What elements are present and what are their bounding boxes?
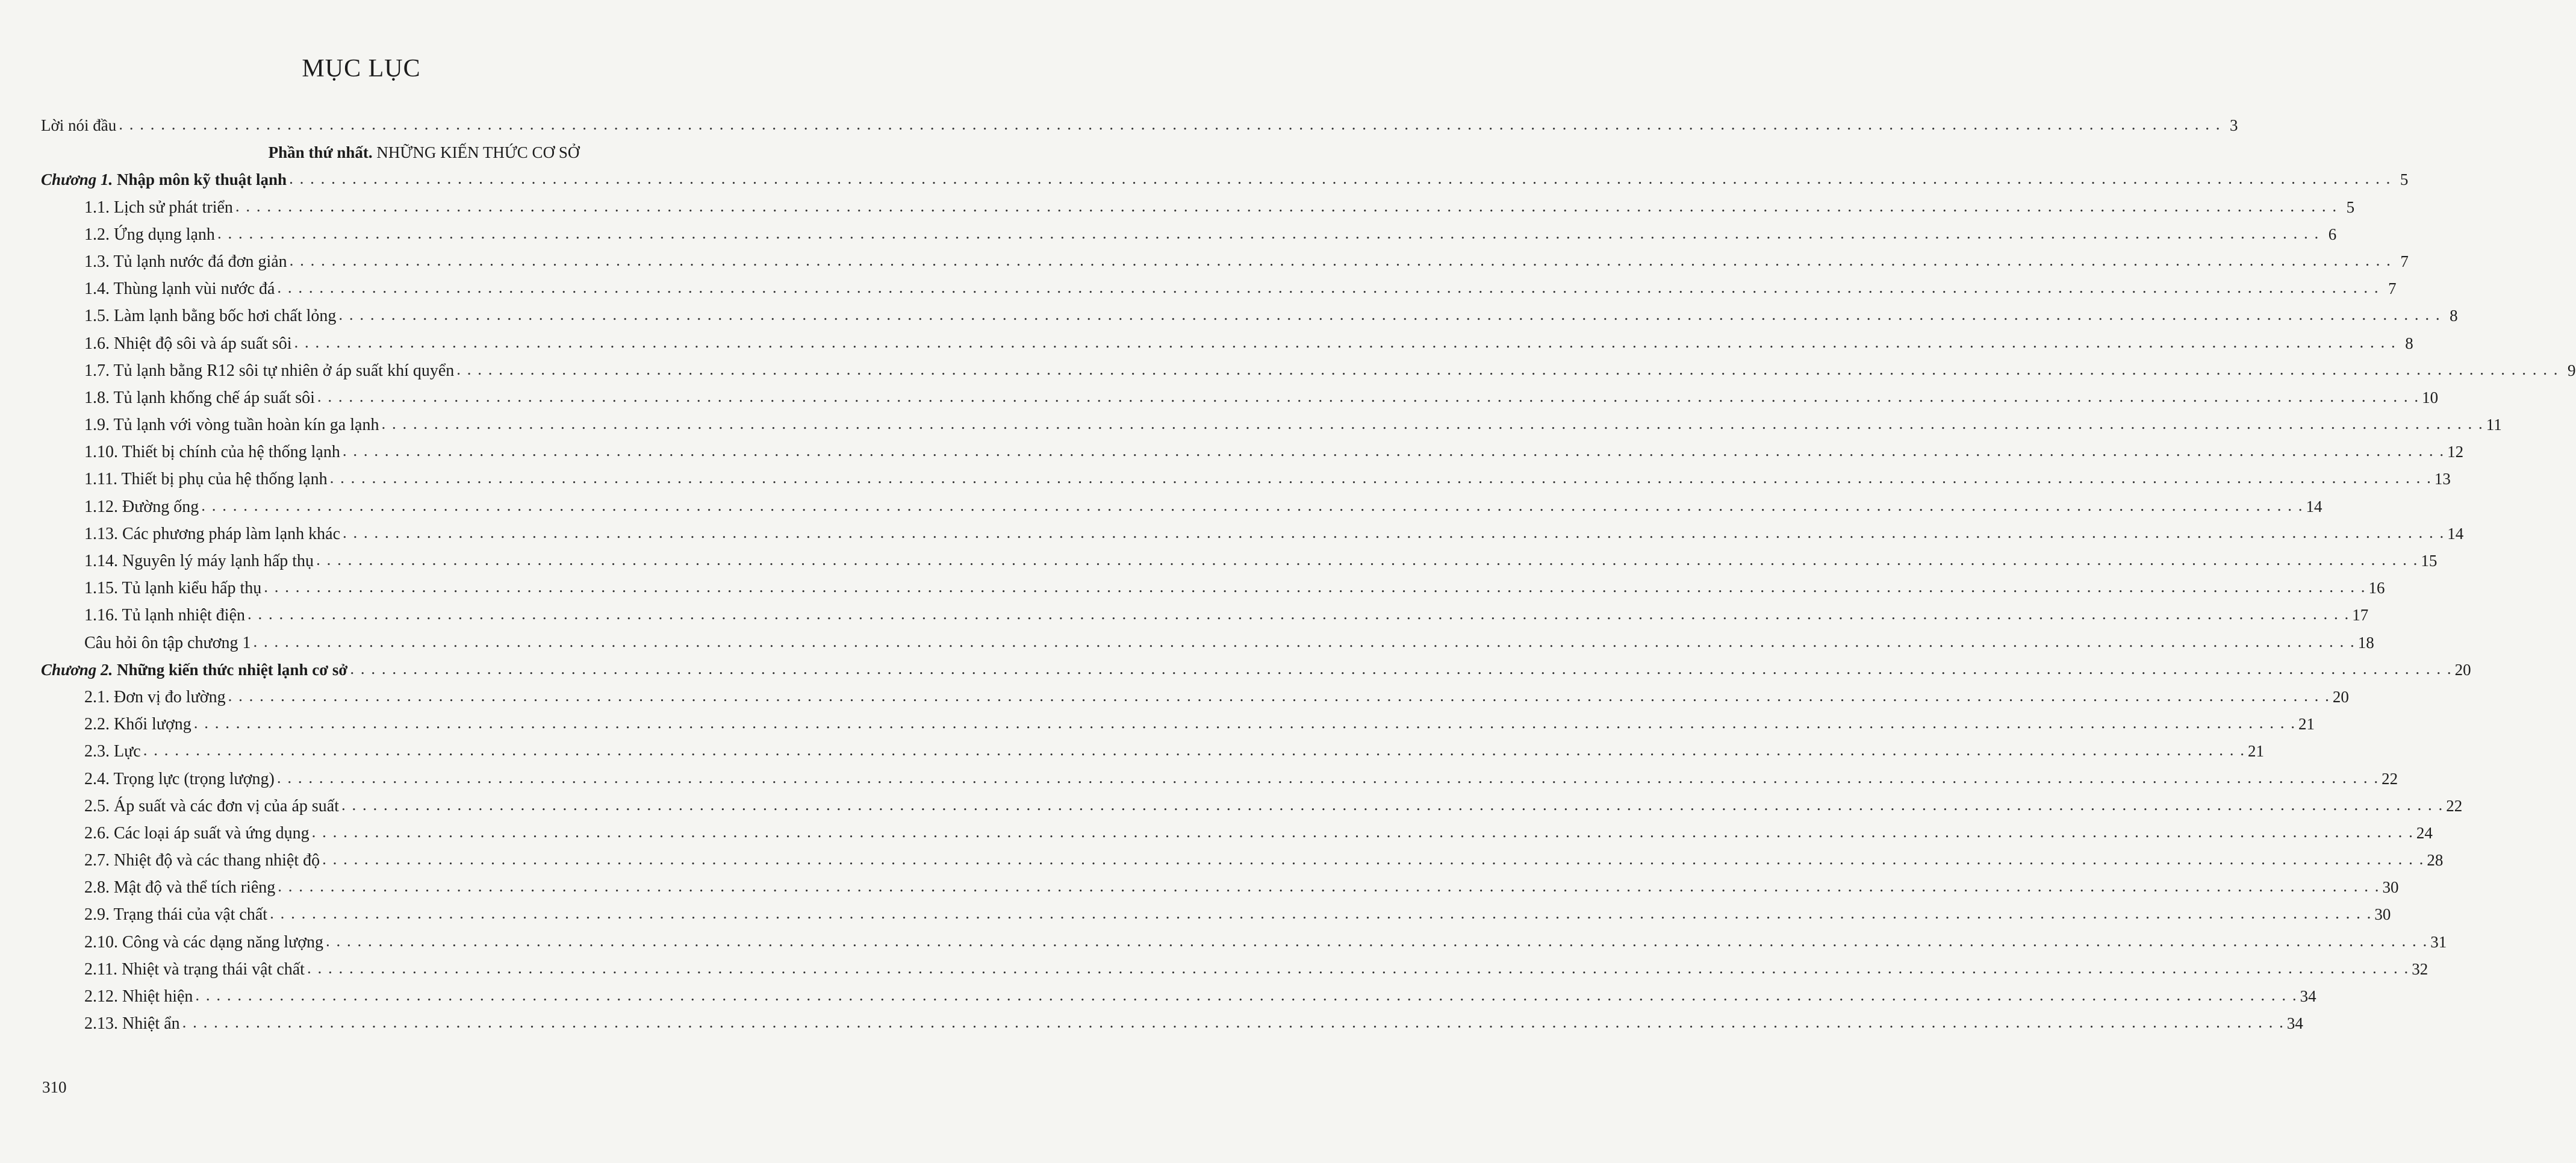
- dot-leader: . . . . . . . . . . . . . . . . . . . . . . . . . . . . . . . . . . . . . . . . . . . . . . . . . . . . . . . . . . . . . . . . . . . . . . . . . . . . . . . . . . . . . . . . . . . . . . . . . . . . . . . . . . . . . . . . . . . . . . . . . . . . . . . . . . . . . . . . . . . . . . . . . . . . . . . . . . . . . . . . . . . . . . . . . . . . . . . . . . . . . . . . . . . . . . . . . . . . . . . .: [342, 441, 2445, 460]
- dot-leader: . . . . . . . . . . . . . . . . . . . . . . . . . . . . . . . . . . . . . . . . . . . . . . . . . . . . . . . . . . . . . . . . . . . . . . . . . . . . . . . . . . . . . . . . . . . . . . . . . . . . . . . . . . . . . . . . . . . . . . . . . . . . . . . . . . . . . . . . . . . . . . . . . . . . . . . . . . . . . . . . . . . . . . . . . . . . . . . . . . . . . . . . . . . . . . . . . . . . . . . .: [270, 904, 2372, 923]
- toc-entry-label: 2.7. Nhiệt độ và các thang nhiệt độ: [84, 851, 320, 870]
- toc-entry-page: 6: [2328, 225, 2337, 243]
- toc-entry-label: 1.6. Nhiệt độ sôi và áp suất sôi: [84, 334, 292, 353]
- page-number: 310: [42, 1078, 67, 1096]
- toc-entry: [41, 360, 2576, 388]
- dot-leader: . . . . . . . . . . . . . . . . . . . . . . . . . . . . . . . . . . . . . . . . . . . . . . . . . . . . . . . . . . . . . . . . . . . . . . . . . . . . . . . . . . . . . . . . . . . . . . . . . . . . . . . . . . . . . . . . . . . . . . . . . . . . . . . . . . . . . . . . . . . . . . . . . . . . . . . . . . . . . . . . . . . . . . . . . . . . . . . . . . . . . . . . . . . . . . . . . . . . . . . .: [276, 768, 2380, 787]
- dot-leader: . . . . . . . . . . . . . . . . . . . . . . . . . . . . . . . . . . . . . . . . . . . . . . . . . . . . . . . . . . . . . . . . . . . . . . . . . . . . . . . . . . . . . . . . . . . . . . . . . . . . . . . . . . . . . . . . . . . . . . . . . . . . . . . . . . . . . . . . . . . . . . . . . . . . . . . . . . . . . . . . . . . . . . . . . . . . . . . . . . . . . . . . . . . . . . . . . . . . . . . .: [119, 115, 2221, 133]
- toc-entry: [41, 958, 2428, 987]
- toc-entry-label: 2.12. Nhiệt hiện: [84, 987, 193, 1006]
- toc-entry-label: 1.16. Tủ lạnh nhiệt điện: [84, 606, 245, 625]
- toc-entry-page: 34: [2286, 1014, 2303, 1033]
- toc-entry-label: Lời nói đầu: [41, 116, 117, 134]
- toc-entry: [41, 605, 2369, 633]
- dot-leader: . . . . . . . . . . . . . . . . . . . . . . . . . . . . . . . . . . . . . . . . . . . . . . . . . . . . . . . . . . . . . . . . . . . . . . . . . . . . . . . . . . . . . . . . . . . . . . . . . . . . . . . . . . . . . . . . . . . . . . . . . . . . . . . . . . . . . . . . . . . . . . . . . . . . . . . . . . . . . . . . . . . . . . . . . . . . . . . . . . . . . . . . . . . . . . . . . . . . . . . .: [182, 1013, 2285, 1032]
- toc-entry-page: 12: [2447, 443, 2464, 461]
- dot-leader: . . . . . . . . . . . . . . . . . . . . . . . . . . . . . . . . . . . . . . . . . . . . . . . . . . . . . . . . . . . . . . . . . . . . . . . . . . . . . . . . . . . . . . . . . . . . . . . . . . . . . . . . . . . . . . . . . . . . . . . . . . . . . . . . . . . . . . . . . . . . . . . . . . . . . . . . . . . . . . . . . . . . . . . . . . . . . . . . . . . . . . . . . . . . . . . . . . . . . . . .: [322, 850, 2425, 868]
- toc-entry-page: 20: [2332, 687, 2349, 706]
- toc-entry-label: 2.2. Khối lượng: [84, 715, 191, 734]
- toc-entry: [41, 496, 2322, 525]
- dot-leader: . . . . . . . . . . . . . . . . . . . . . . . . . . . . . . . . . . . . . . . . . . . . . . . . . . . . . . . . . . . . . . . . . . . . . . . . . . . . . . . . . . . . . . . . . . . . . . . . . . . . . . . . . . . . . . . . . . . . . . . . . . . . . . . . . . . . . . . . . . . . . . . . . . . . . . . . . . . . . . . . . . . . . . . . . . . . . . . . . . . . . . . . . . . . . . . . . . . . . . . .: [253, 632, 2356, 650]
- toc-entry-page: 7: [2400, 252, 2409, 270]
- part-heading: [41, 143, 698, 170]
- toc-entry-label: 1.4. Thùng lạnh vùi nước đá: [84, 279, 275, 299]
- toc-entry-page: 8: [2405, 334, 2413, 352]
- toc-entry-label: 1.15. Tủ lạnh kiểu hấp thụ: [84, 579, 262, 598]
- toc-entry-page: 17: [2352, 606, 2369, 625]
- dot-leader: . . . . . . . . . . . . . . . . . . . . . . . . . . . . . . . . . . . . . . . . . . . . . . . . . . . . . . . . . . . . . . . . . . . . . . . . . . . . . . . . . . . . . . . . . . . . . . . . . . . . . . . . . . . . . . . . . . . . . . . . . . . . . . . . . . . . . . . . . . . . . . . . . . . . . . . . . . . . . . . . . . . . . . . . . . . . . . . . . . . . . . . . . . . . . . . . . . . . . . . .: [316, 550, 2419, 569]
- toc-entry-preface: [41, 115, 2238, 143]
- toc-entry-label: 2.1. Đơn vị đo lường: [84, 687, 226, 706]
- dot-leader: . . . . . . . . . . . . . . . . . . . . . . . . . . . . . . . . . . . . . . . . . . . . . . . . . . . . . . . . . . . . . . . . . . . . . . . . . . . . . . . . . . . . . . . . . . . . . . . . . . . . . . . . . . . . . . . . . . . . . . . . . . . . . . . . . . . . . . . . . . . . . . . . . . . . . . . . . . . . . . . . . . . . . . . . . . . . . . . . . . . . . . . . . . . . . . . . . . . . . . . .: [277, 278, 2380, 297]
- toc-entry-label: 2.8. Mật độ và thể tích riêng: [84, 878, 276, 897]
- toc-entry-page: 7: [2388, 279, 2397, 298]
- toc-entry-page: 31: [2430, 932, 2447, 951]
- toc-entry-page: 34: [2300, 987, 2316, 1005]
- toc-entry-label: 1.3. Tủ lạnh nước đá đơn giản: [84, 252, 287, 271]
- toc-entry: [41, 414, 2502, 443]
- toc-entry: [41, 550, 2438, 579]
- toc-entry: [41, 632, 2374, 661]
- part-title: NHỮNG KIẾN THỨC CƠ SỞ: [376, 143, 580, 162]
- toc-entry: [41, 931, 2447, 960]
- toc-entry-label: 2.4. Trọng lực (trọng lượng): [84, 769, 275, 788]
- dot-leader: . . . . . . . . . . . . . . . . . . . . . . . . . . . . . . . . . . . . . . . . . . . . . . . . . . . . . . . . . . . . . . . . . . . . . . . . . . . . . . . . . . . . . . . . . . . . . . . . . . . . . . . . . . . . . . . . . . . . . . . . . . . . . . . . . . . . . . . . . . . . . . . . . . . . . . . . . . . . . . . . . . . . . . . . . . . . . . . . . . . . . . . . . . . . . . . . . . . . . . . .: [306, 958, 2410, 977]
- toc-chapter-1: [41, 169, 2409, 198]
- toc-entry: [41, 904, 2391, 932]
- toc-entry-page: 5: [2400, 170, 2409, 189]
- dot-leader: . . . . . . . . . . . . . . . . . . . . . . . . . . . . . . . . . . . . . . . . . . . . . . . . . . . . . . . . . . . . . . . . . . . . . . . . . . . . . . . . . . . . . . . . . . . . . . . . . . . . . . . . . . . . . . . . . . . . . . . . . . . . . . . . . . . . . . . . . . . . . . . . . . . . . . . . . . . . . . . . . . . . . . . . . . . . . . . . . . . . . . . . . . . . . . . . . . . . . . . .: [289, 169, 2392, 188]
- toc-entry-label: 2.3. Lực: [84, 742, 141, 761]
- dot-leader: . . . . . . . . . . . . . . . . . . . . . . . . . . . . . . . . . . . . . . . . . . . . . . . . . . . . . . . . . . . . . . . . . . . . . . . . . . . . . . . . . . . . . . . . . . . . . . . . . . . . . . . . . . . . . . . . . . . . . . . . . . . . . . . . . . . . . . . . . . . . . . . . . . . . . . . . . . . . . . . . . . . . . . . . . . . . . . . . . . . . . . . . . . . . . . . . . . . . . . . .: [201, 496, 2304, 514]
- toc-entry-label: 1.14. Nguyên lý máy lạnh hấp thụ: [84, 552, 314, 570]
- toc-entry: [41, 196, 2355, 225]
- toc-entry-page: 18: [2357, 633, 2374, 652]
- toc-entry-page: 5: [2346, 198, 2355, 216]
- toc-entry-page: 21: [2298, 715, 2315, 734]
- toc-entry-page: 30: [2374, 905, 2391, 924]
- toc-entry: [41, 469, 2451, 497]
- dot-leader: . . . . . . . . . . . . . . . . . . . . . . . . . . . . . . . . . . . . . . . . . . . . . . . . . . . . . . . . . . . . . . . . . . . . . . . . . . . . . . . . . . . . . . . . . . . . . . . . . . . . . . . . . . . . . . . . . . . . . . . . . . . . . . . . . . . . . . . . . . . . . . . . . . . . . . . . . . . . . . . . . . . . . . . . . . . . . . . . . . . . . . . . . . . . . . . . . . . . . . . .: [341, 795, 2444, 814]
- toc-entry: [41, 877, 2399, 905]
- dot-leader: . . . . . . . . . . . . . . . . . . . . . . . . . . . . . . . . . . . . . . . . . . . . . . . . . . . . . . . . . . . . . . . . . . . . . . . . . . . . . . . . . . . . . . . . . . . . . . . . . . . . . . . . . . . . . . . . . . . . . . . . . . . . . . . . . . . . . . . . . . . . . . . . . . . . . . . . . . . . . . . . . . . . . . . . . . . . . . . . . . . . . . . . . . . . . . . . . . . . . . . .: [235, 196, 2338, 215]
- toc-entry: [41, 714, 2315, 742]
- chapter-title: Nhập môn kỹ thuật lạnh: [116, 170, 287, 189]
- part-prefix: Phần thứ nhất.: [268, 143, 373, 162]
- dot-leader: . . . . . . . . . . . . . . . . . . . . . . . . . . . . . . . . . . . . . . . . . . . . . . . . . . . . . . . . . . . . . . . . . . . . . . . . . . . . . . . . . . . . . . . . . . . . . . . . . . . . . . . . . . . . . . . . . . . . . . . . . . . . . . . . . . . . . . . . . . . . . . . . . . . . . . . . . . . . . . . . . . . . . . . . . . . . . . . . . . . . . . . . . . . . . . . . . . . . . . . .: [217, 223, 2320, 242]
- toc-entry-label: 1.5. Làm lạnh bằng bốc hơi chất lỏng: [84, 307, 337, 326]
- chapter-title: Những kiến thức nhiệt lạnh cơ sở: [116, 660, 348, 679]
- toc-entry: [41, 850, 2444, 878]
- toc-entry-page: 21: [2247, 742, 2264, 761]
- toc-entry-label: Câu hỏi ôn tập chương 1: [84, 633, 251, 652]
- dot-leader: . . . . . . . . . . . . . . . . . . . . . . . . . . . . . . . . . . . . . . . . . . . . . . . . . . . . . . . . . . . . . . . . . . . . . . . . . . . . . . . . . . . . . . . . . . . . . . . . . . . . . . . . . . . . . . . . . . . . . . . . . . . . . . . . . . . . . . . . . . . . . . . . . . . . . . . . . . . . . . . . . . . . . . . . . . . . . . . . . . . . . . . . . . . . . . . . . . . . . . . .: [350, 659, 2453, 678]
- toc-entry-label: 1.13. Các phương pháp làm lạnh khác: [84, 524, 340, 543]
- toc-entry-label: 1.1. Lịch sử phát triển: [84, 198, 233, 217]
- toc-entry: [41, 986, 2316, 1014]
- toc-entry-page: 13: [2434, 470, 2451, 488]
- chapter-label: Chương 2.: [41, 660, 113, 679]
- toc-entry: [41, 305, 2458, 334]
- toc-entry-page: 10: [2422, 388, 2439, 407]
- toc-entry-label: 2.11. Nhiệt và trạng thái vật chất: [84, 959, 305, 979]
- toc-entry: [41, 223, 2337, 252]
- toc-entry-page: 30: [2382, 878, 2399, 897]
- dot-leader: . . . . . . . . . . . . . . . . . . . . . . . . . . . . . . . . . . . . . . . . . . . . . . . . . . . . . . . . . . . . . . . . . . . . . . . . . . . . . . . . . . . . . . . . . . . . . . . . . . . . . . . . . . . . . . . . . . . . . . . . . . . . . . . . . . . . . . . . . . . . . . . . . . . . . . . . . . . . . . . . . . . . . . . . . . . . . . . . . . . . . . . . . . . . . . . . . . . . . . . .: [289, 251, 2392, 269]
- toc-entry-label: 2.5. Áp suất và các đơn vị của áp suất: [84, 796, 340, 815]
- toc-entry-page: 15: [2421, 552, 2438, 570]
- toc-entry: [41, 795, 2463, 824]
- toc-entry-label: 1.9. Tủ lạnh với vòng tuần hoàn kín ga lạnh: [84, 416, 379, 435]
- toc-entry: [41, 822, 2433, 851]
- toc-entry: [41, 278, 2397, 307]
- dot-leader: . . . . . . . . . . . . . . . . . . . . . . . . . . . . . . . . . . . . . . . . . . . . . . . . . . . . . . . . . . . . . . . . . . . . . . . . . . . . . . . . . . . . . . . . . . . . . . . . . . . . . . . . . . . . . . . . . . . . . . . . . . . . . . . . . . . . . . . . . . . . . . . . . . . . . . . . . . . . . . . . . . . . . . . . . . . . . . . . . . . . . . . . . . . . . . . . . . . . . . . .: [326, 931, 2428, 950]
- dot-leader: . . . . . . . . . . . . . . . . . . . . . . . . . . . . . . . . . . . . . . . . . . . . . . . . . . . . . . . . . . . . . . . . . . . . . . . . . . . . . . . . . . . . . . . . . . . . . . . . . . . . . . . . . . . . . . . . . . . . . . . . . . . . . . . . . . . . . . . . . . . . . . . . . . . . . . . . . . . . . . . . . . . . . . . . . . . . . . . . . . . . . . . . . . . . . . . . . . . . . . . .: [278, 877, 2380, 896]
- toc-entry-page: 16: [2368, 579, 2385, 597]
- toc-entry-label: 1.11. Thiết bị phụ của hệ thống lạnh: [84, 470, 328, 489]
- toc-entry-label: 2.6. Các loại áp suất và ứng dụng: [84, 823, 310, 843]
- toc-entry-page: 9: [2568, 361, 2576, 379]
- dot-leader: . . . . . . . . . . . . . . . . . . . . . . . . . . . . . . . . . . . . . . . . . . . . . . . . . . . . . . . . . . . . . . . . . . . . . . . . . . . . . . . . . . . . . . . . . . . . . . . . . . . . . . . . . . . . . . . . . . . . . . . . . . . . . . . . . . . . . . . . . . . . . . . . . . . . . . . . . . . . . . . . . . . . . . . . . . . . . . . . . . . . . . . . . . . . . . . . . . . . . . . .: [329, 469, 2432, 487]
- dot-leader: . . . . . . . . . . . . . . . . . . . . . . . . . . . . . . . . . . . . . . . . . . . . . . . . . . . . . . . . . . . . . . . . . . . . . . . . . . . . . . . . . . . . . . . . . . . . . . . . . . . . . . . . . . . . . . . . . . . . . . . . . . . . . . . . . . . . . . . . . . . . . . . . . . . . . . . . . . . . . . . . . . . . . . . . . . . . . . . . . . . . . . . . . . . . . . . . . . . . . . . .: [311, 822, 2414, 841]
- toc-entry-label: 1.7. Tủ lạnh bằng R12 sôi tự nhiên ở áp suất khí quyển: [84, 361, 455, 380]
- toc-entry-page: 22: [2446, 796, 2463, 815]
- toc-entry: [41, 578, 2385, 606]
- toc-entry-page: 3: [2230, 116, 2238, 134]
- toc-entry: [41, 251, 2409, 279]
- dot-leader: . . . . . . . . . . . . . . . . . . . . . . . . . . . . . . . . . . . . . . . . . . . . . . . . . . . . . . . . . . . . . . . . . . . . . . . . . . . . . . . . . . . . . . . . . . . . . . . . . . . . . . . . . . . . . . . . . . . . . . . . . . . . . . . . . . . . . . . . . . . . . . . . . . . . . . . . . . . . . . . . . . . . . . . . . . . . . . . . . . . . . . . . . . . . . . . . . . . . . . . .: [381, 414, 2484, 433]
- toc-entry-label: 2.13. Nhiệt ẩn: [84, 1014, 180, 1034]
- toc-entry: [41, 523, 2464, 552]
- dot-leader: . . . . . . . . . . . . . . . . . . . . . . . . . . . . . . . . . . . . . . . . . . . . . . . . . . . . . . . . . . . . . . . . . . . . . . . . . . . . . . . . . . . . . . . . . . . . . . . . . . . . . . . . . . . . . . . . . . . . . . . . . . . . . . . . . . . . . . . . . . . . . . . . . . . . . . . . . . . . . . . . . . . . . . . . . . . . . . . . . . . . . . . . . . . . . . . . . . . . . . . .: [247, 605, 2350, 623]
- toc-entry-page: 28: [2427, 851, 2444, 870]
- dot-leader: . . . . . . . . . . . . . . . . . . . . . . . . . . . . . . . . . . . . . . . . . . . . . . . . . . . . . . . . . . . . . . . . . . . . . . . . . . . . . . . . . . . . . . . . . . . . . . . . . . . . . . . . . . . . . . . . . . . . . . . . . . . . . . . . . . . . . . . . . . . . . . . . . . . . . . . . . . . . . . . . . . . . . . . . . . . . . . . . . . . . . . . . . . . . . . . . . . . . . . . .: [294, 332, 2397, 351]
- chapter-1-sections: [41, 196, 2576, 661]
- table-of-contents: [41, 115, 2576, 1041]
- dot-leader: . . . . . . . . . . . . . . . . . . . . . . . . . . . . . . . . . . . . . . . . . . . . . . . . . . . . . . . . . . . . . . . . . . . . . . . . . . . . . . . . . . . . . . . . . . . . . . . . . . . . . . . . . . . . . . . . . . . . . . . . . . . . . . . . . . . . . . . . . . . . . . . . . . . . . . . . . . . . . . . . . . . . . . . . . . . . . . . . . . . . . . . . . . . . . . . . . . . . . . . .: [228, 686, 2330, 705]
- toc-entry: [41, 332, 2413, 361]
- toc-entry-page: 8: [2450, 307, 2458, 325]
- dot-leader: . . . . . . . . . . . . . . . . . . . . . . . . . . . . . . . . . . . . . . . . . . . . . . . . . . . . . . . . . . . . . . . . . . . . . . . . . . . . . . . . . . . . . . . . . . . . . . . . . . . . . . . . . . . . . . . . . . . . . . . . . . . . . . . . . . . . . . . . . . . . . . . . . . . . . . . . . . . . . . . . . . . . . . . . . . . . . . . . . . . . . . . . . . . . . . . . . . . . . . . .: [195, 986, 2298, 1004]
- dot-leader: . . . . . . . . . . . . . . . . . . . . . . . . . . . . . . . . . . . . . . . . . . . . . . . . . . . . . . . . . . . . . . . . . . . . . . . . . . . . . . . . . . . . . . . . . . . . . . . . . . . . . . . . . . . . . . . . . . . . . . . . . . . . . . . . . . . . . . . . . . . . . . . . . . . . . . . . . . . . . . . . . . . . . . . . . . . . . . . . . . . . . . . . . . . . . . . . . . . . . . . .: [264, 578, 2366, 596]
- dot-leader: . . . . . . . . . . . . . . . . . . . . . . . . . . . . . . . . . . . . . . . . . . . . . . . . . . . . . . . . . . . . . . . . . . . . . . . . . . . . . . . . . . . . . . . . . . . . . . . . . . . . . . . . . . . . . . . . . . . . . . . . . . . . . . . . . . . . . . . . . . . . . . . . . . . . . . . . . . . . . . . . . . . . . . . . . . . . . . . . . . . . . . . . . . . . . . . . . . . . . . . .: [343, 523, 2445, 541]
- dot-leader: . . . . . . . . . . . . . . . . . . . . . . . . . . . . . . . . . . . . . . . . . . . . . . . . . . . . . . . . . . . . . . . . . . . . . . . . . . . . . . . . . . . . . . . . . . . . . . . . . . . . . . . . . . . . . . . . . . . . . . . . . . . . . . . . . . . . . . . . . . . . . . . . . . . . . . . . . . . . . . . . . . . . . . . . . . . . . . . . . . . . . . . . . . . . . . . . . . . . . . . .: [143, 741, 2245, 759]
- toc-entry-label: 2.10. Công và các dạng năng lượng: [84, 932, 324, 952]
- chapter-2-sections: [41, 686, 2463, 1041]
- chapter-label: Chương 1.: [41, 170, 113, 189]
- toc-entry-page: 22: [2382, 769, 2398, 788]
- toc-entry-label: 1.8. Tủ lạnh khống chế áp suất sôi: [84, 388, 315, 407]
- toc-entry: [41, 1013, 2303, 1041]
- toc-entry: [41, 387, 2439, 416]
- toc-entry: [41, 686, 2349, 715]
- dot-leader: . . . . . . . . . . . . . . . . . . . . . . . . . . . . . . . . . . . . . . . . . . . . . . . . . . . . . . . . . . . . . . . . . . . . . . . . . . . . . . . . . . . . . . . . . . . . . . . . . . . . . . . . . . . . . . . . . . . . . . . . . . . . . . . . . . . . . . . . . . . . . . . . . . . . . . . . . . . . . . . . . . . . . . . . . . . . . . . . . . . . . . . . . . . . . . . . . . . . . . . .: [317, 387, 2420, 405]
- toc-entry: [41, 741, 2264, 769]
- toc-entry-label: 1.10. Thiết bị chính của hệ thống lạnh: [84, 443, 340, 462]
- toc-entry-label: 1.2. Ứng dụng lạnh: [84, 225, 215, 244]
- toc-entry-label: 2.9. Trạng thái của vật chất: [84, 905, 268, 924]
- toc-entry-page: 24: [2416, 823, 2433, 842]
- toc-chapter-2: [41, 659, 2471, 688]
- toc-entry-page: 11: [2486, 416, 2502, 434]
- toc-entry-page: 20: [2454, 660, 2471, 679]
- dot-leader: . . . . . . . . . . . . . . . . . . . . . . . . . . . . . . . . . . . . . . . . . . . . . . . . . . . . . . . . . . . . . . . . . . . . . . . . . . . . . . . . . . . . . . . . . . . . . . . . . . . . . . . . . . . . . . . . . . . . . . . . . . . . . . . . . . . . . . . . . . . . . . . . . . . . . . . . . . . . . . . . . . . . . . . . . . . . . . . . . . . . . . . . . . . . . . . . . . . . . . . .: [456, 360, 2559, 378]
- toc-entry-page: 14: [2306, 497, 2322, 516]
- toc-entry-label: 1.12. Đường ống: [84, 497, 199, 516]
- toc-entry-page: 32: [2412, 959, 2428, 978]
- page-title: MỤC LỤC: [302, 55, 421, 83]
- dot-leader: . . . . . . . . . . . . . . . . . . . . . . . . . . . . . . . . . . . . . . . . . . . . . . . . . . . . . . . . . . . . . . . . . . . . . . . . . . . . . . . . . . . . . . . . . . . . . . . . . . . . . . . . . . . . . . . . . . . . . . . . . . . . . . . . . . . . . . . . . . . . . . . . . . . . . . . . . . . . . . . . . . . . . . . . . . . . . . . . . . . . . . . . . . . . . . . . . . . . . . . .: [338, 305, 2441, 324]
- toc-entry-page: 14: [2447, 524, 2464, 543]
- toc-entry: [41, 768, 2398, 797]
- toc-entry: [41, 441, 2464, 470]
- dot-leader: . . . . . . . . . . . . . . . . . . . . . . . . . . . . . . . . . . . . . . . . . . . . . . . . . . . . . . . . . . . . . . . . . . . . . . . . . . . . . . . . . . . . . . . . . . . . . . . . . . . . . . . . . . . . . . . . . . . . . . . . . . . . . . . . . . . . . . . . . . . . . . . . . . . . . . . . . . . . . . . . . . . . . . . . . . . . . . . . . . . . . . . . . . . . . . . . . . . . . . . .: [193, 714, 2297, 732]
